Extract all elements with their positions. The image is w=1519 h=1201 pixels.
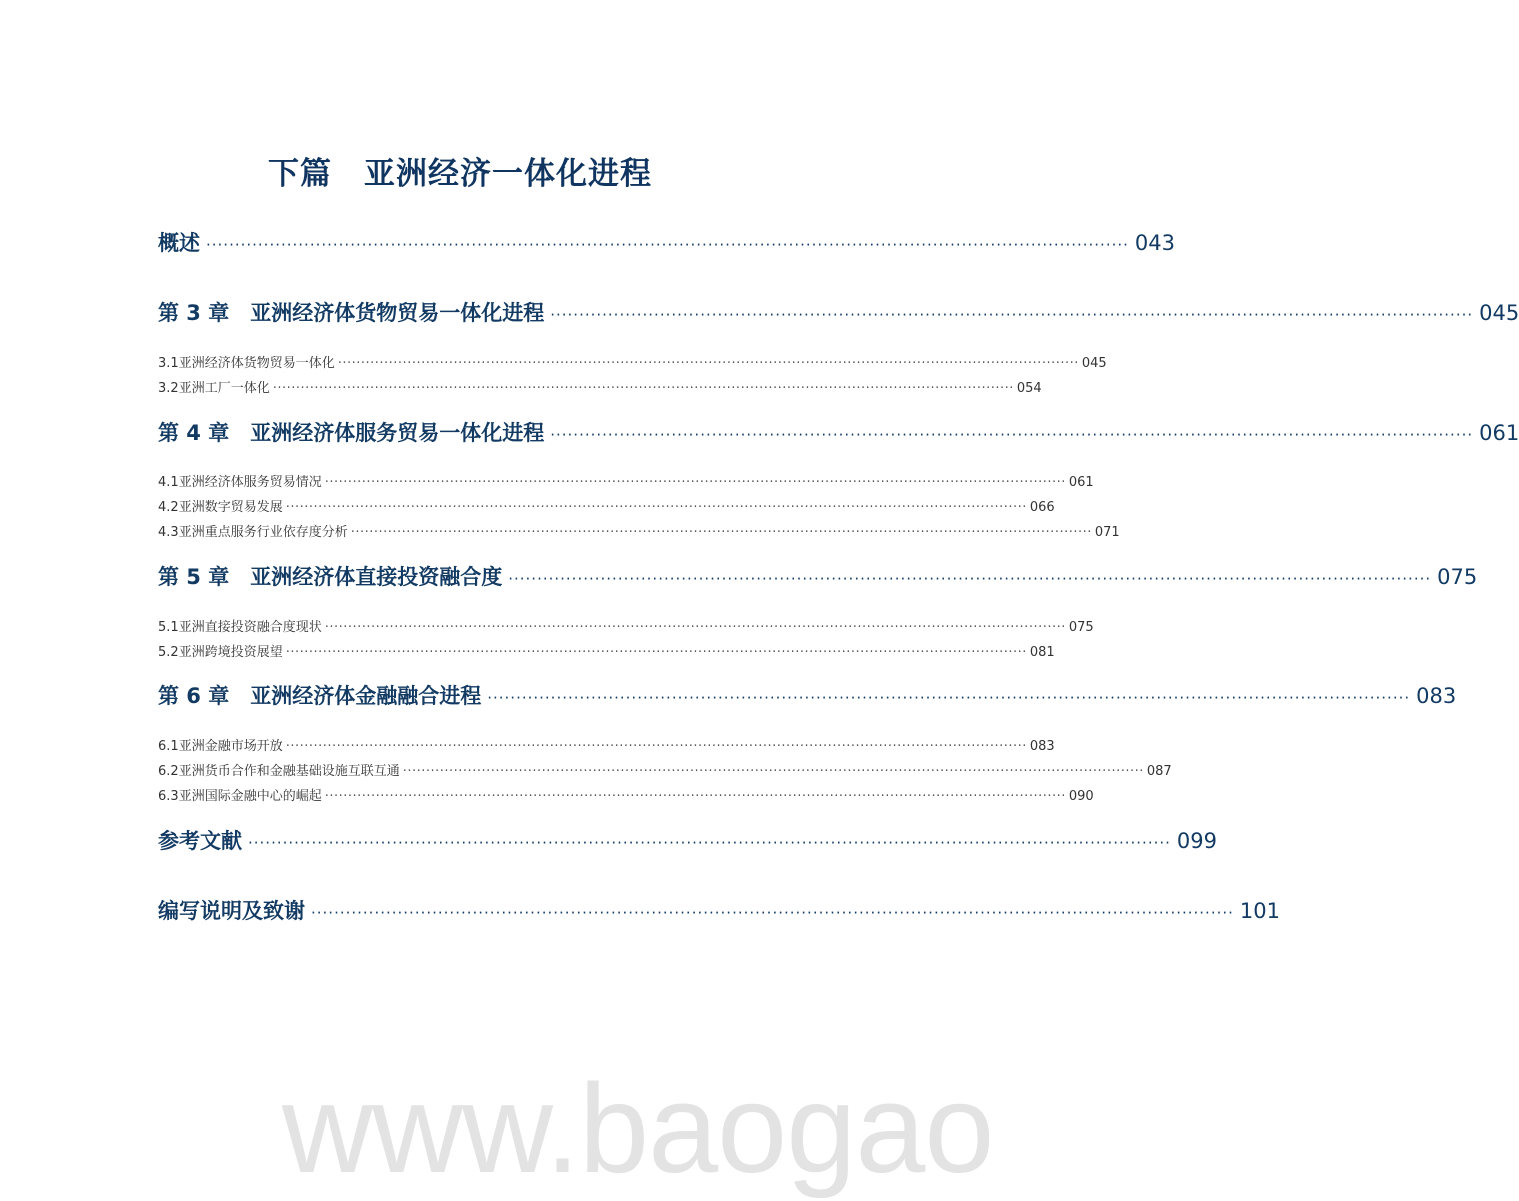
toc-entry-overview[interactable]: [158, 227, 1175, 257]
toc-label: 亚洲重点服务行业依存度分析: [178, 525, 348, 540]
toc-page: 054: [1016, 381, 1042, 396]
toc-label: 第 5 章 亚洲经济体直接投资融合度: [158, 565, 503, 589]
toc-entry-chapter-6[interactable]: [158, 680, 1457, 710]
toc-number: 3.1: [158, 356, 179, 371]
toc-entry-4-1[interactable]: [158, 471, 1094, 490]
toc-entry-5-2[interactable]: [158, 641, 1055, 660]
toc-page: 043: [1134, 231, 1175, 255]
dot-leader: [248, 834, 1171, 852]
toc-entry-6-2[interactable]: [158, 760, 1172, 779]
dot-leader: [550, 426, 1473, 444]
dot-leader: [325, 789, 1066, 804]
toc-label: 第 6 章 亚洲经济体金融融合进程: [158, 684, 482, 708]
dot-leader: [286, 645, 1027, 660]
toc-entry-chapter-5[interactable]: [158, 561, 1478, 591]
dot-leader: [286, 500, 1027, 515]
dot-leader: [403, 764, 1144, 779]
dot-leader: [351, 525, 1092, 540]
toc-entry-4-3[interactable]: [158, 521, 1120, 540]
toc-page: 061: [1479, 421, 1519, 445]
toc-page: 090: [1068, 789, 1094, 804]
toc-page: 061: [1068, 475, 1094, 490]
toc-label: 编写说明及致谢: [158, 899, 305, 923]
toc-entry-references[interactable]: [158, 825, 1217, 855]
toc-label: 第 3 章 亚洲经济体货物贸易一体化进程: [158, 301, 545, 325]
dot-leader: [311, 904, 1234, 922]
dot-leader: [325, 620, 1066, 635]
toc-label: 亚洲工厂一体化: [178, 381, 270, 396]
toc-label: 亚洲跨境投资展望: [178, 645, 283, 660]
dot-leader: [508, 570, 1431, 588]
toc-number: 3.2: [158, 381, 179, 396]
toc-number: 4.1: [158, 475, 179, 490]
toc-page: 075: [1068, 620, 1094, 635]
toc-label: 概述: [158, 231, 200, 255]
toc-label: 参考文献: [158, 829, 242, 853]
dot-leader: [550, 306, 1473, 324]
toc-page: 087: [1146, 764, 1172, 779]
dot-leader: [206, 236, 1129, 254]
toc-entry-acknowledgements[interactable]: [158, 895, 1280, 925]
toc-page: 101: [1239, 899, 1280, 923]
toc-label: 亚洲国际金融中心的崛起: [178, 789, 322, 804]
dot-leader: [325, 475, 1066, 490]
toc-number: 6.2: [158, 764, 179, 779]
toc-entry-6-1[interactable]: [158, 735, 1055, 754]
page-title: 下篇 亚洲经济一体化进程: [268, 156, 652, 192]
toc-entry-3-1[interactable]: [158, 352, 1107, 371]
toc-number: 6.1: [158, 739, 179, 754]
dot-leader: [487, 689, 1410, 707]
dot-leader: [286, 739, 1027, 754]
toc-entry-chapter-3[interactable]: [158, 297, 1519, 327]
toc-number: 5.2: [158, 645, 179, 660]
toc-number: 6.3: [158, 789, 179, 804]
toc-page: 071: [1094, 525, 1120, 540]
toc-label: 亚洲经济体服务贸易情况: [178, 475, 322, 490]
toc-number: 4.2: [158, 500, 179, 515]
toc-page: 083: [1029, 739, 1055, 754]
toc-label: 亚洲经济体货物贸易一体化: [178, 356, 335, 371]
toc-label: 亚洲数字贸易发展: [178, 500, 283, 515]
toc-page: 083: [1416, 684, 1457, 708]
toc-entry-4-2[interactable]: [158, 496, 1055, 515]
toc-page: 045: [1479, 301, 1519, 325]
toc-entry-6-3[interactable]: [158, 785, 1094, 804]
dot-leader: [273, 381, 1014, 396]
toc-number: 4.3: [158, 525, 179, 540]
toc-entry-chapter-4[interactable]: [158, 417, 1519, 447]
dot-leader: [338, 356, 1079, 371]
toc-label: 亚洲货币合作和金融基础设施互联互通: [178, 764, 400, 779]
toc-page: 075: [1437, 565, 1478, 589]
toc-page: 045: [1081, 356, 1107, 371]
toc-page: 066: [1029, 500, 1055, 515]
watermark: www.baogao: [282, 1058, 994, 1199]
toc-entry-5-1[interactable]: [158, 616, 1094, 635]
toc-page: 099: [1176, 829, 1217, 853]
toc-page: 081: [1029, 645, 1055, 660]
toc-label: 亚洲金融市场开放: [178, 739, 283, 754]
toc-label: 第 4 章 亚洲经济体服务贸易一体化进程: [158, 421, 545, 445]
toc-entry-3-2[interactable]: [158, 377, 1042, 396]
toc-label: 亚洲直接投资融合度现状: [178, 620, 322, 635]
toc-number: 5.1: [158, 620, 179, 635]
